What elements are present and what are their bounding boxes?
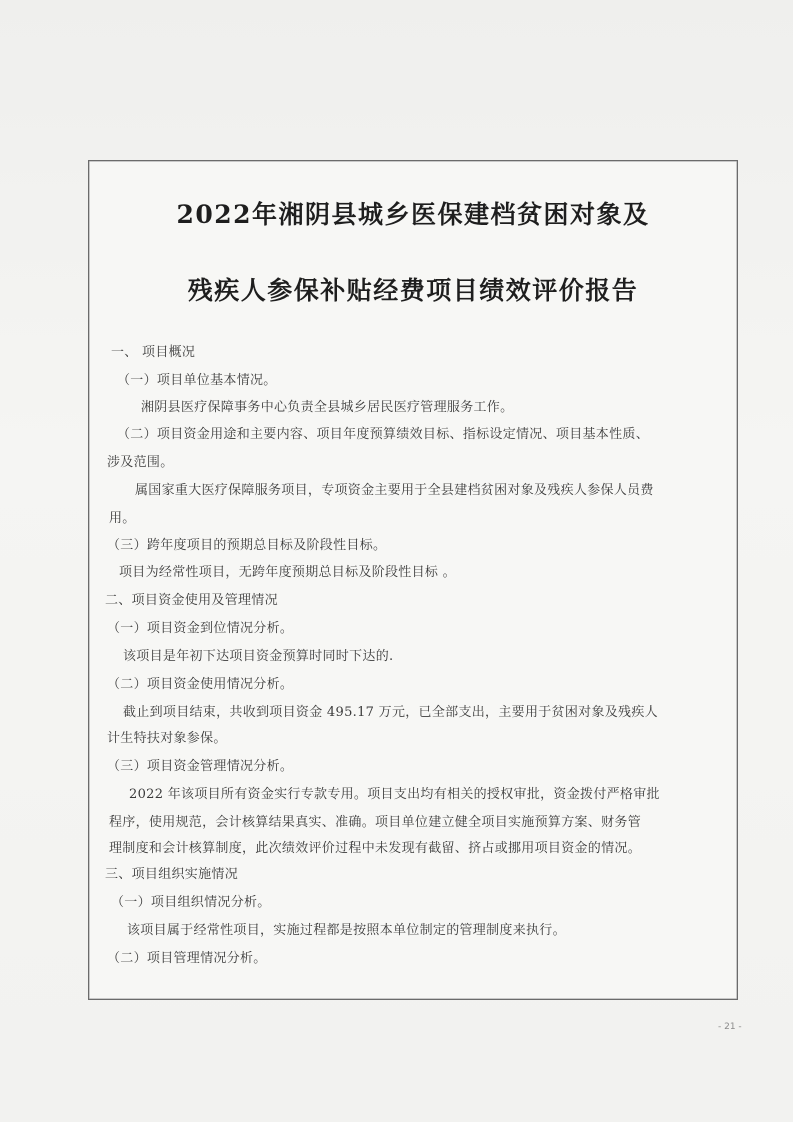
subsection-heading: （一）项目资金到位情况分析。 <box>107 621 294 636</box>
paragraph-line: 程序，使用规范，会计核算结果真实、准确。项目单位建立健全项目实施预算方案、财务管 <box>109 815 642 830</box>
report-title-line-2: 残疾人参保补贴经费项目绩效评价报告 <box>187 276 639 305</box>
subsection-heading: （一）项目组织情况分析。 <box>111 895 271 910</box>
paragraph-line: 湘阴县医疗保障事务中心负责全县城乡居民医疗管理服务工作。 <box>141 400 514 415</box>
report-title-line-1: 2022年湘阴县城乡医保建档贫困对象及 <box>176 200 650 229</box>
paragraph-line: 属国家重大医疗保障服务项目，专项资金主要用于全县建档贫困对象及残疾人参保人员费 <box>135 483 654 498</box>
document-frame <box>88 160 738 1000</box>
section-heading-funds: 二、项目资金使用及管理情况 <box>105 593 278 608</box>
section-heading-implementation: 三、项目组织实施情况 <box>105 867 239 882</box>
subsection-heading: （一）项目单位基本情况。 <box>117 373 277 388</box>
subsection-heading: （二）项目资金使用情况分析。 <box>107 677 294 692</box>
paragraph-line: 涉及范围。 <box>107 455 174 470</box>
subsection-heading: （三）项目资金管理情况分析。 <box>107 759 294 774</box>
page-number: - 21 - <box>718 1022 742 1032</box>
paragraph-line: 用。 <box>109 511 136 526</box>
paragraph-line: 该项目是年初下达项目资金预算时同时下达的. <box>123 649 394 664</box>
paragraph-line: 项目为经常性项目，无跨年度预期总目标及阶段性目标 。 <box>119 565 456 580</box>
paragraph-line: 计生特扶对象参保。 <box>107 731 227 746</box>
paragraph-line: 2022 年该项目所有资金实行专款专用。项目支出均有相关的授权审批，资金拨付严格审批 <box>129 787 660 802</box>
section-heading-overview: 一、 项目概况 <box>111 345 196 360</box>
subsection-heading: （二）项目管理情况分析。 <box>107 951 267 966</box>
paragraph-line: 该项目属于经常性项目，实施过程都是按照本单位制定的管理制度来执行。 <box>127 923 566 938</box>
subsection-heading: （三）跨年度项目的预期总目标及阶段性目标。 <box>107 538 387 553</box>
paragraph-line: 理制度和会计核算制度，此次绩效评价过程中未发现有截留、挤占或挪用项目资金的情况。 <box>109 841 642 856</box>
subsection-heading: （二）项目资金用途和主要内容、项目年度预算绩效目标、指标设定情况、项目基本性质、 <box>117 427 650 442</box>
paragraph-line: 截止到项目结束，共收到项目资金 495.17 万元，已全部支出，主要用于贫困对象及残疾人 <box>123 705 658 720</box>
